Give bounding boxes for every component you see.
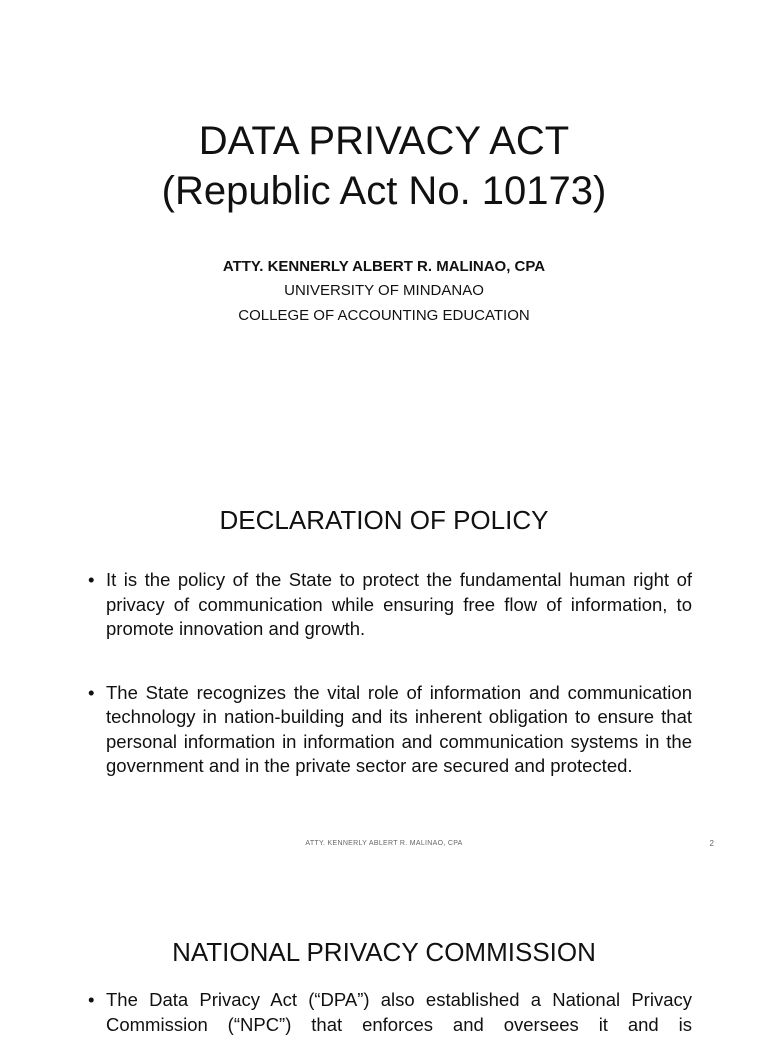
list-item — [88, 568, 692, 642]
bullet-icon: • — [88, 989, 95, 1010]
page-number: 2 — [709, 839, 714, 848]
affiliation-university: UNIVERSITY OF MINDANAO — [284, 282, 484, 299]
bullet-icon: • — [88, 681, 95, 703]
list-item — [88, 681, 692, 779]
slide-footer: ATTY. KENNERLY ABLERT R. MALINAO, CPA — [305, 840, 463, 847]
title-slide — [0, 0, 768, 440]
bullet-text: The Data Privacy Act (“DPA”) also established a National Privacy Commission (“NPC”) that enforces and oversees it and is — [106, 989, 692, 1035]
presentation-title — [0, 116, 768, 216]
declaration-of-policy-slide — [0, 440, 768, 880]
list-item — [88, 988, 692, 1037]
author-name: ATTY. KENNERLY ALBERT R. MALINAO, CPA — [222, 258, 546, 275]
title-line-2: (Republic Act No. 10173) — [161, 169, 607, 213]
slide-title: NATIONAL PRIVACY COMMISSION — [172, 937, 596, 967]
slide-title: DECLARATION OF POLICY — [219, 505, 549, 535]
bullet-text: The State recognizes the vital role of information and communication technology in nation-building and its inherent obligation to ensure that personal information in information and communication systems in the government and in the private sector are secured and protected. — [106, 681, 692, 776]
policy-bullet-list — [88, 568, 692, 818]
affiliation-college: COLLEGE OF ACCOUNTING EDUCATION — [238, 307, 530, 324]
title-line-1: DATA PRIVACY ACT — [198, 119, 570, 163]
bullet-text: It is the policy of the State to protect the fundamental human right of privacy of communication while ensuring free flow of information, to promote innovation and growth. — [106, 569, 692, 639]
bullet-icon: • — [88, 569, 95, 590]
national-privacy-commission-slide — [0, 880, 768, 1035]
commission-bullet-list — [88, 988, 692, 1037]
